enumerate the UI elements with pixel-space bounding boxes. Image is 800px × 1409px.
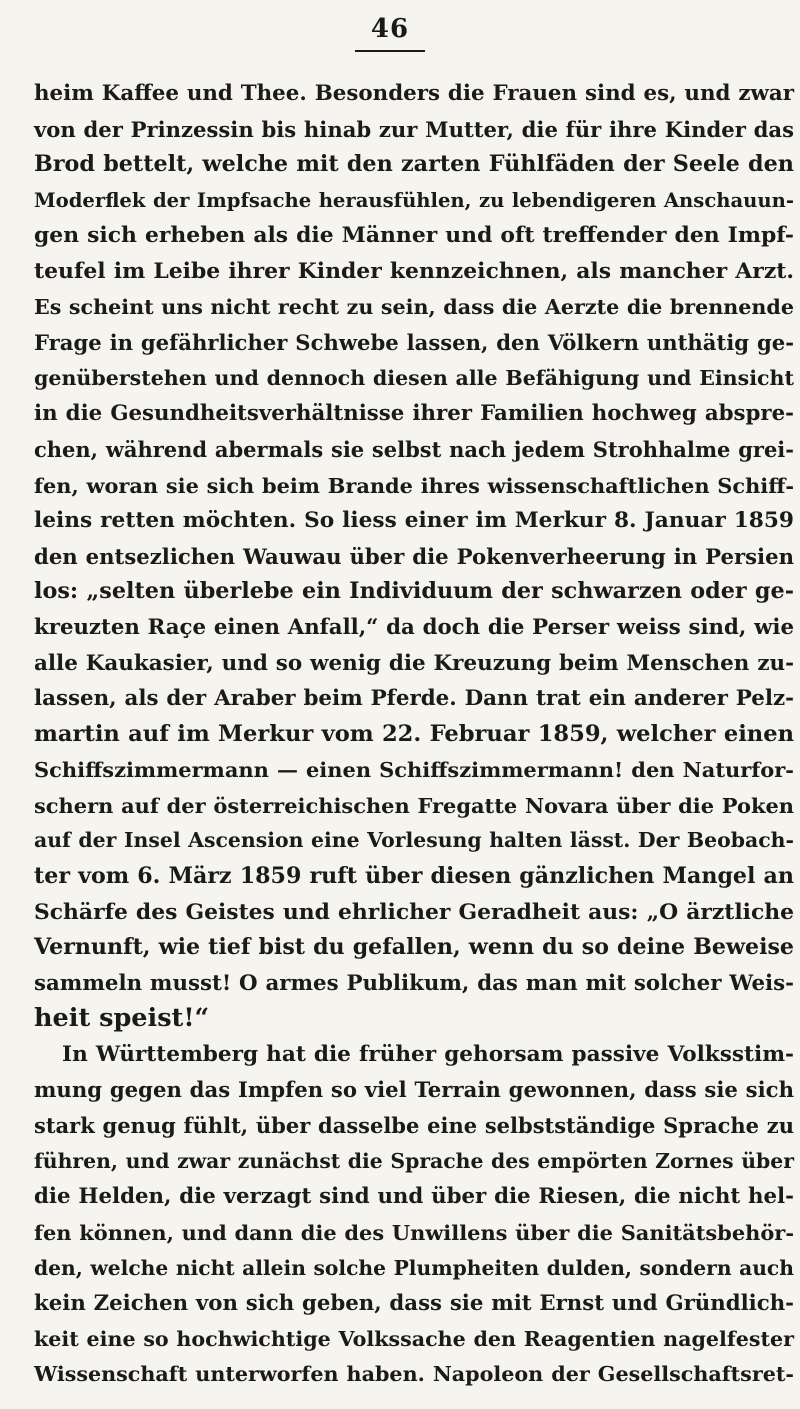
- text-line: Moderflek der Impfsache herausfühlen, zu lebendigeren Anschauun-: [34, 188, 794, 212]
- text-line: genüberstehen und dennoch diesen alle Befähigung und Einsicht: [34, 365, 794, 390]
- text-line: alle Kaukasier, und so wenig die Kreuzung beim Menschen zu-: [34, 650, 794, 676]
- text-line: den entsezlichen Wauwau über die Pokenverheerung in Persien: [34, 543, 794, 569]
- page-number-rule: [355, 50, 425, 52]
- text-line: gen sich erheben als die Männer und oft treffender den Impf-: [34, 222, 794, 249]
- body-text: [34, 76, 794, 1393]
- text-line: Brod bettelt, welche mit den zarten Fühlfäden der Seele den: [34, 151, 794, 178]
- text-line: von der Prinzessin bis hinab zur Mutter, die für ihre Kinder das: [34, 116, 794, 142]
- text-line: Frage in gefährlicher Schwebe lassen, den Völkern unthätig ge-: [34, 330, 794, 356]
- text-line: kein Zeichen von sich geben, dass sie mit Ernst und Gründlich-: [34, 1291, 794, 1317]
- text-line: los: „selten überlebe ein Individuum der schwarzen oder ge-: [34, 578, 794, 605]
- text-line: Schiffszimmermann — einen Schiffszimmermann! den Naturfor-: [34, 757, 794, 783]
- text-line: schern auf der österreichischen Fregatte Novara über die Poken: [34, 792, 794, 818]
- text-line: ter vom 6. März 1859 ruft über diesen gänzlichen Mangel an: [34, 863, 794, 890]
- text-line: stark genug fühlt, über dasselbe eine selbstständige Sprache zu: [34, 1113, 794, 1139]
- text-line: kreuzten Raçe einen Anfall,“ da doch die Perser weiss sind, wie: [34, 614, 794, 640]
- text-line: in die Gesundheitsverhältnisse ihrer Familien hochweg abspre-: [34, 401, 794, 427]
- text-line: mung gegen das Impfen so viel Terrain gewonnen, dass sie sich: [34, 1077, 794, 1103]
- text-line: Vernunft, wie tief bist du gefallen, wenn du so deine Beweise: [34, 934, 794, 961]
- text-line: den, welche nicht allein solche Plumpheiten dulden, sondern auch: [34, 1255, 794, 1280]
- text-line: auf der Insel Ascension eine Vorlesung halten lässt. Der Beobach-: [34, 828, 794, 853]
- text-line: führen, und zwar zunächst die Sprache des empörten Zornes über: [34, 1148, 794, 1173]
- text-line: teufel im Leibe ihrer Kinder kennzeichnen, als mancher Arzt.: [34, 257, 794, 284]
- text-line: In Württemberg hat die früher gehorsam passive Volksstim-: [62, 1042, 794, 1068]
- text-line: heim Kaffee und Thee. Besonders die Frauen sind es, und zwar: [34, 81, 794, 106]
- text-line: martin auf im Merkur vom 22. Februar 1859, welcher einen: [34, 720, 794, 747]
- text-line: keit eine so hochwichtige Volkssache den Reagentien nagelfester: [34, 1326, 794, 1351]
- page-number: 46: [370, 14, 410, 44]
- text-line: fen, woran sie sich beim Brande ihres wissenschaftlichen Schiff-: [34, 472, 794, 498]
- text-line: sammeln musst! O armes Publikum, das man mit solcher Weis-: [34, 970, 794, 996]
- text-line: die Helden, die verzagt sind und über die Riesen, die nicht hel-: [34, 1184, 794, 1210]
- text-line: Schärfe des Geistes und ehrlicher Geradheit aus: „O ärztliche: [34, 899, 794, 925]
- text-line: fen können, und dann die des Unwillens über die Sanitätsbehör-: [34, 1220, 794, 1245]
- text-line: chen, während abermals sie selbst nach jedem Strohhalme grei-: [34, 436, 794, 462]
- text-line: heit speist!“: [34, 1003, 210, 1034]
- text-line: Es scheint uns nicht recht zu sein, dass die Aerzte die brennende: [34, 294, 794, 319]
- text-line: Wissenschaft unterworfen haben. Napoleon der Gesellschaftsret-: [34, 1362, 794, 1387]
- text-line: lassen, als der Araber beim Pferde. Dann trat ein anderer Pelz-: [34, 686, 794, 712]
- text-line: leins retten möchten. So liess einer im Merkur 8. Januar 1859: [34, 508, 794, 534]
